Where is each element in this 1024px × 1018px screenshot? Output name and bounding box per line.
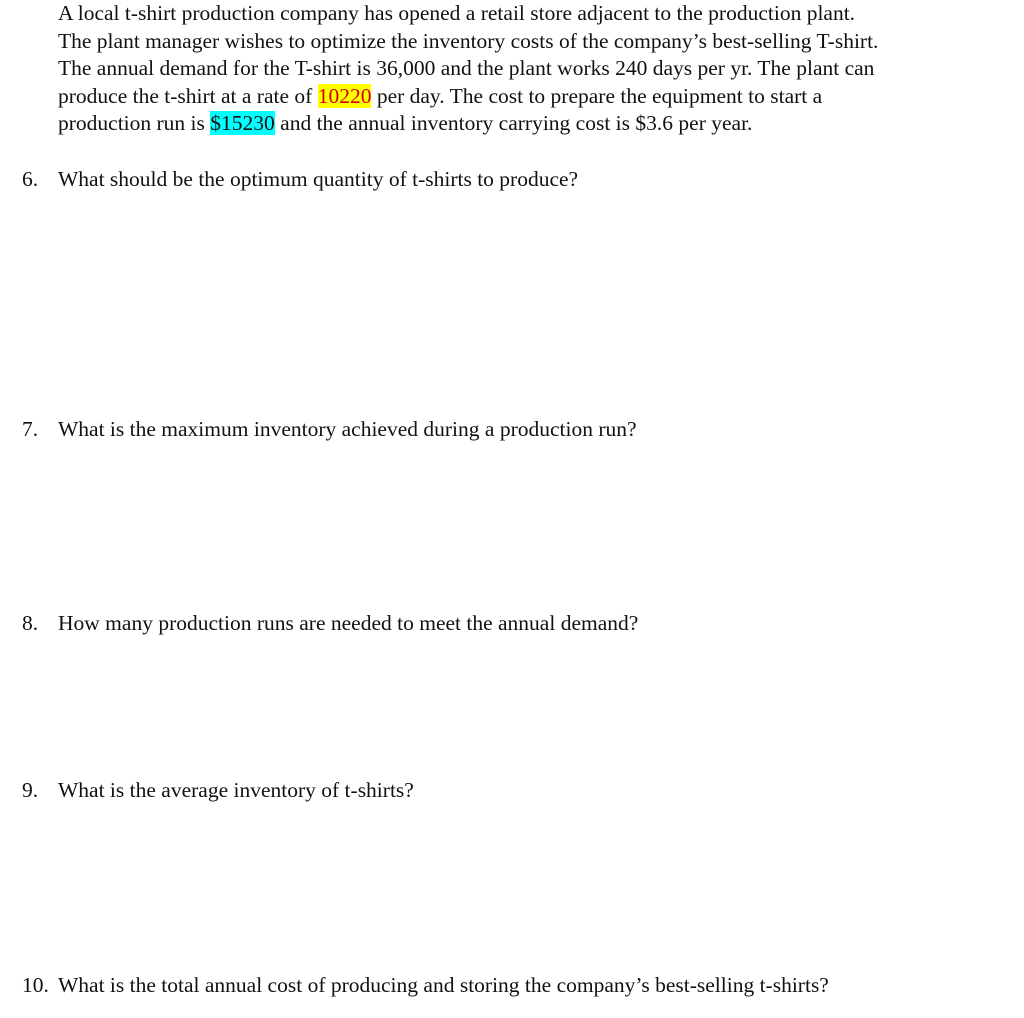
question-text: What is the total annual cost of producing and storing the company’s best-selling t-shirts? (58, 973, 829, 997)
problem-line-4-end: per day. The cost to prepare the equipment to start a (371, 83, 823, 108)
question-7 (22, 416, 1012, 443)
problem-line-1: A local t-shirt production company has opened a retail store adjacent to the production plant. (58, 1, 856, 25)
problem-line-5 (58, 110, 1008, 138)
question-text: What is the average inventory of t-shirts? (58, 778, 414, 802)
question-text: What is the maximum inventory achieved during a production run? (58, 417, 637, 441)
problem-line-3: The annual demand for the T-shirt is 36,000 and the plant works 240 days per yr. The plant can (58, 56, 875, 80)
problem-statement (58, 0, 1008, 138)
question-10 (22, 972, 1012, 999)
question-number: 8. (22, 611, 39, 635)
question-9 (22, 777, 1012, 804)
setup-cost-highlight: $15230 (210, 111, 275, 135)
question-8 (22, 610, 1012, 637)
question-number: 6. (22, 167, 39, 191)
problem-line-2: The plant manager wishes to optimize the inventory costs of the company’s best-selling T-shirt. (58, 28, 879, 53)
problem-line-4-start: produce the t-shirt at a rate of (58, 83, 318, 108)
problem-line-5-start: production run is (58, 111, 211, 135)
question-number: 9. (22, 778, 39, 802)
question-number: 10. (22, 973, 49, 997)
question-text: What should be the optimum quantity of t-shirts to produce? (58, 167, 579, 191)
question-6 (22, 166, 1012, 193)
question-text: How many production runs are needed to meet the annual demand? (58, 611, 639, 635)
problem-line-5-end: and the annual inventory carrying cost is $3.6 per year. (274, 111, 753, 135)
production-rate-highlight: 10220 (317, 83, 372, 108)
problem-line-4 (58, 83, 1008, 111)
question-number: 7. (22, 417, 39, 441)
